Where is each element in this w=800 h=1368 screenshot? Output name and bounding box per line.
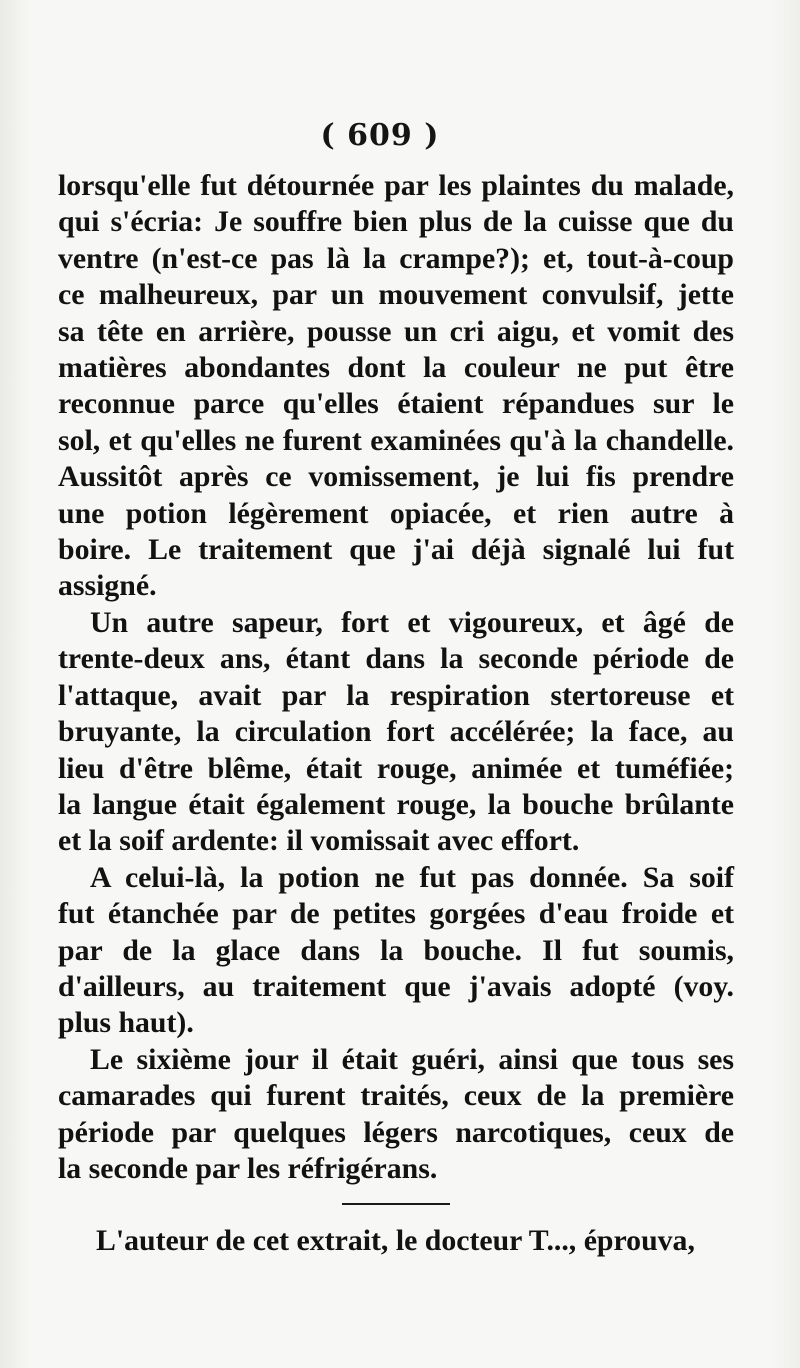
text-line: et la soif ardente: il vomissait avec effort. xyxy=(58,824,580,858)
paragraph xyxy=(58,168,734,605)
text-line: Un autre sapeur, fort et vigoureux, et âgé de xyxy=(90,605,734,639)
text-line: trente-deux ans, étant dans la seconde période de xyxy=(58,642,734,676)
text-line: par de la glace dans la bouche. Il fut soumis, xyxy=(58,933,734,967)
body-text xyxy=(58,168,734,1187)
separator-rule xyxy=(342,1203,450,1205)
paragraph xyxy=(58,605,734,860)
text-line: plus haut). xyxy=(58,1006,194,1040)
footer-line: L'auteur de cet extrait, le docteur T..., éprouva, xyxy=(96,1224,695,1257)
text-line: sol, et qu'elles ne furent examinées qu'à la chandelle. xyxy=(58,423,734,457)
text-line: boire. Le traitement que j'ai déjà signalé lui fut xyxy=(58,533,734,567)
text-line: camarades qui furent traités, ceux de la première xyxy=(58,1079,734,1113)
text-line: matières abondantes dont la couleur ne put être xyxy=(58,351,734,385)
text-line: A celui-là, la potion ne fut pas donnée. Sa soif xyxy=(90,860,734,894)
text-line: reconnue parce qu'elles étaient répandues sur le xyxy=(58,387,734,421)
text-line: qui s'écria: Je souffre bien plus de la cuisse que du xyxy=(58,205,734,239)
page-number: ( 609 ) xyxy=(320,118,440,153)
text-line: lieu d'être blême, était rouge, animée et tuméfiée; xyxy=(58,751,734,785)
paragraph xyxy=(58,1042,734,1188)
text-line: Le sixième jour il était guéri, ainsi que tous ses xyxy=(90,1042,734,1076)
footer-text xyxy=(58,1223,734,1259)
text-line: période par quelques légers narcotiques, ceux de xyxy=(58,1115,734,1149)
text-line: ventre (n'est-ce pas là la crampe?); et, tout-à-coup xyxy=(58,241,734,275)
text-line: ce malheureux, par un mouvement convulsif, jette xyxy=(58,278,734,312)
text-line: sa tête en arrière, pousse un cri aigu, et vomit des xyxy=(58,314,734,348)
text-line: la seconde par les réfrigérans. xyxy=(58,1151,438,1185)
separator-rule-wrap xyxy=(0,1203,800,1207)
text-line: la langue était également rouge, la bouche brûlante xyxy=(58,787,734,821)
text-line: assigné. xyxy=(58,569,157,603)
paragraph xyxy=(58,860,734,1042)
text-line: une potion légèrement opiacée, et rien autre à xyxy=(58,496,734,530)
text-line: bruyante, la circulation fort accélérée; la face, au xyxy=(58,715,734,749)
text-line: Aussitôt après ce vomissement, je lui fis prendre xyxy=(58,460,734,494)
text-line: fut étanchée par de petites gorgées d'eau froide et xyxy=(58,897,734,931)
text-line: d'ailleurs, au traitement que j'avais adopté (voy. xyxy=(58,969,734,1003)
text-line: lorsqu'elle fut détournée par les plaintes du malade, xyxy=(58,169,734,202)
text-line: l'attaque, avait par la respiration stertoreuse et xyxy=(58,678,734,712)
